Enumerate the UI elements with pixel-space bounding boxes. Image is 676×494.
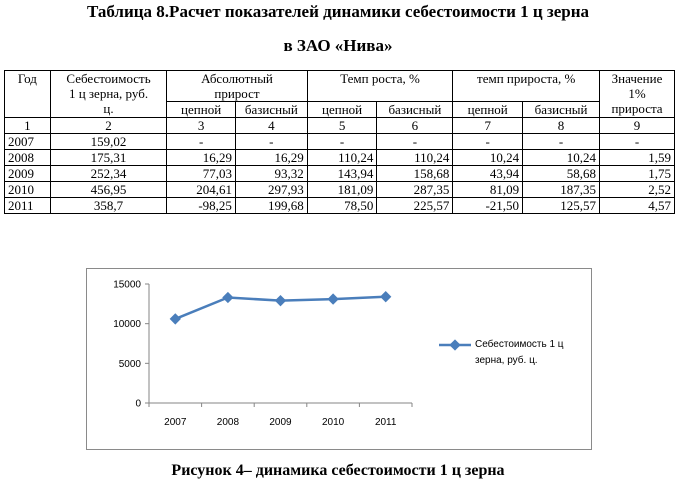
cell-value: 125,57 [523,198,600,214]
cell-value: 252,34 [50,166,167,182]
cell-value: 110,24 [377,150,453,166]
cell-value: 43,94 [453,166,523,182]
cell-value: 58,68 [523,166,600,182]
cell-year: 2007 [5,134,51,150]
legend-label-line2: зерна, руб. ц. [475,355,538,366]
dynamics-table [4,70,675,214]
data-point [380,291,391,302]
column-number-row [5,118,675,134]
cell-year: 2009 [5,166,51,182]
data-point [222,292,233,303]
table-title: Таблица 8.Расчет показателей динамики себестоимости 1 ц зерна [86,2,590,21]
header-cost: Себестоимость 1 ц зерна, руб. ц. [50,71,167,118]
table-row [5,182,675,198]
y-tick-label: 0 [135,398,141,410]
y-tick-label: 10000 [113,319,141,331]
col-number: 6 [377,118,453,134]
legend-marker-icon [437,337,473,353]
cell-value: 93,32 [235,166,307,182]
x-tick-label: 2008 [216,417,240,428]
table-row [5,150,675,166]
chart-legend [437,337,587,369]
x-tick-label: 2007 [164,417,187,428]
cell-value: 199,68 [235,198,307,214]
cell-value: - [523,134,600,150]
cell-value: - [453,134,523,150]
header-year: Год [5,71,51,118]
cell-value: - [377,134,453,150]
table-row [5,134,675,150]
cell-value: 143,94 [307,166,377,182]
x-tick-label: 2009 [269,417,292,428]
cell-value: 358,7 [50,198,167,214]
data-point [327,293,338,304]
cost-chart [86,268,592,450]
cell-value: 225,57 [377,198,453,214]
header-growth-rate: Темп роста, % [307,71,453,102]
subheader-chain: цепной [453,102,523,118]
cell-value: 4,57 [600,198,675,214]
figure-caption: Рисунок 4– динамика себестоимости 1 ц зерна [171,462,505,479]
col-number: 1 [5,118,51,134]
cell-value: 456,95 [50,182,167,198]
cell-value: 81,09 [453,182,523,198]
cell-value: 204,61 [167,182,236,198]
cell-value: 78,50 [307,198,377,214]
cell-value: - [600,134,675,150]
subheader-basic: базисный [235,102,307,118]
subheader-basic: базисный [377,102,453,118]
cell-year: 2011 [5,198,51,214]
cell-value: 110,24 [307,150,377,166]
cell-year: 2010 [5,182,51,198]
header-absolute-increase: Абсолютный прирост [167,71,307,102]
cell-value: 16,29 [167,150,236,166]
cell-value: - [307,134,377,150]
cell-value: 297,93 [235,182,307,198]
x-tick-label: 2011 [374,417,397,428]
cell-value: 77,03 [167,166,236,182]
table-row [5,198,675,214]
cell-value: 159,02 [50,134,167,150]
cell-value: 287,35 [377,182,453,198]
col-number: 5 [307,118,377,134]
subheader-basic: базисный [523,102,600,118]
cell-value: 10,24 [453,150,523,166]
cell-value: 1,59 [600,150,675,166]
y-tick-label: 15000 [113,279,141,291]
header-one-percent-value: Значение 1% прироста [600,71,675,118]
cell-value: 175,31 [50,150,167,166]
col-number: 2 [50,118,167,134]
table-subtitle: в ЗАО «Нива» [283,36,393,55]
header-increase-rate: темп прироста, % [453,71,600,102]
table-row [5,166,675,182]
cell-value: 10,24 [523,150,600,166]
cell-value: 181,09 [307,182,377,198]
col-number: 7 [453,118,523,134]
subheader-chain: цепной [167,102,236,118]
cell-value: 158,68 [377,166,453,182]
legend-label-line1: Себестоимость 1 ц [475,339,564,350]
col-number: 4 [235,118,307,134]
cell-value: -98,25 [167,198,236,214]
x-tick-label: 2010 [321,417,345,428]
col-number: 8 [523,118,600,134]
cell-value: - [167,134,236,150]
cell-value: 187,35 [523,182,600,198]
cell-year: 2008 [5,150,51,166]
col-number: 9 [600,118,675,134]
data-point [275,295,286,306]
cell-value: 16,29 [235,150,307,166]
cell-value: 2,52 [600,182,675,198]
y-tick-label: 5000 [118,358,141,370]
cell-value: - [235,134,307,150]
col-number: 3 [167,118,236,134]
subheader-chain: цепной [307,102,377,118]
cell-value: 1,75 [600,166,675,182]
cell-value: -21,50 [453,198,523,214]
data-point [170,313,181,324]
